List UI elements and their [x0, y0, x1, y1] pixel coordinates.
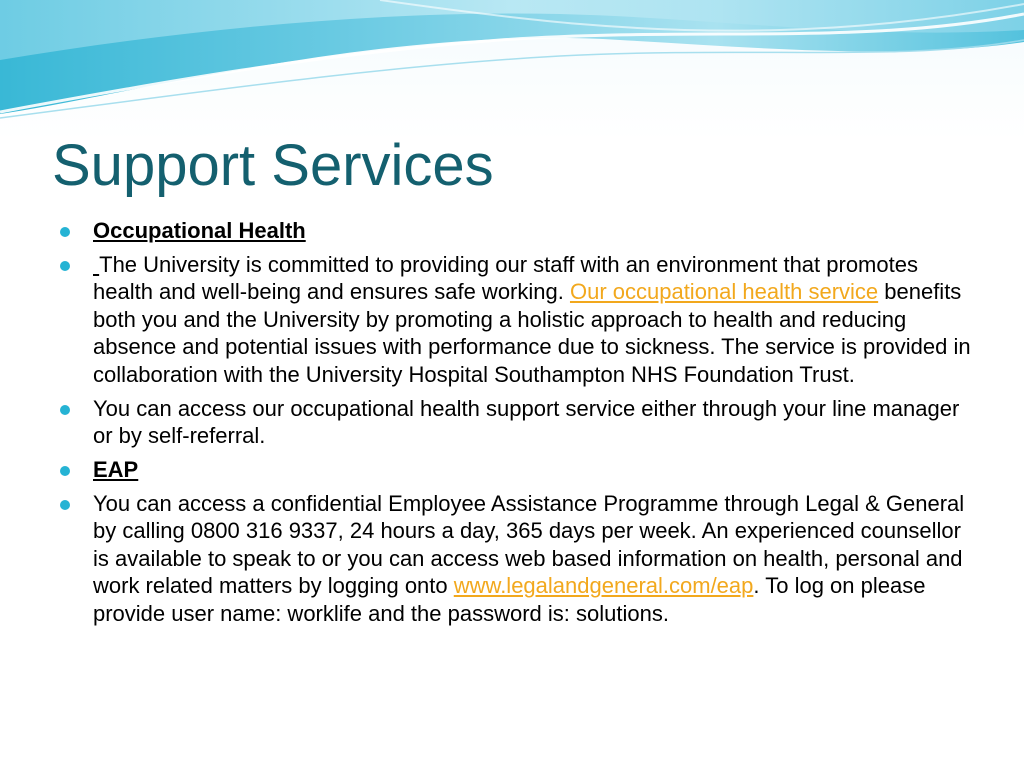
list-item-occupational-body: [56, 251, 976, 388]
eap-heading: EAP: [93, 457, 139, 483]
occupational-body-text: The University is committed to providing our staff with an environment that promotes health and well-being and ensures safe working.: [93, 252, 918, 305]
slide-title: Support Services: [52, 133, 494, 198]
list-item-occupational-heading: [56, 217, 976, 244]
occupational-body-text-continued: benefits both you and the University by promoting a holistic approach to health and reducing absence and potential issues with performance due to sickness. The service is provided in collaboration with the University Hospital Southampton NHS Foundation Trust.: [93, 279, 971, 387]
bullet-icon: [60, 261, 70, 271]
list-item-eap-body: [56, 490, 976, 627]
bullet-icon: [60, 500, 70, 510]
occupational-health-service-link[interactable]: Our occupational health service: [569, 279, 879, 305]
eap-body-text: You can access a confidential Employee Assistance Programme through Legal & General by calling 0800 316 9337, 24 hours a day, 365 days per week. An experienced counsellor is available to speak to or you can access web based information on health, personal and work related matters by logging onto: [93, 491, 965, 599]
legalandgeneral-link[interactable]: www.legalandgeneral.com/eap: [453, 573, 754, 599]
bullet-icon: [60, 466, 70, 476]
access-text: You can access our occupational health support service either through your line manager or by self-referral.: [93, 395, 960, 449]
header-wave-decoration: [0, 0, 1024, 125]
bullet-icon: [60, 405, 70, 415]
bullet-list: [56, 217, 976, 634]
eap-body-text-continued: . To log on please provide user name: worklife and the password is: solutions.: [93, 573, 926, 626]
bullet-icon: [60, 227, 70, 237]
list-item-eap-heading: [56, 456, 976, 483]
occupational-health-heading: Occupational Health: [93, 218, 306, 243]
list-item-access: [56, 395, 976, 450]
